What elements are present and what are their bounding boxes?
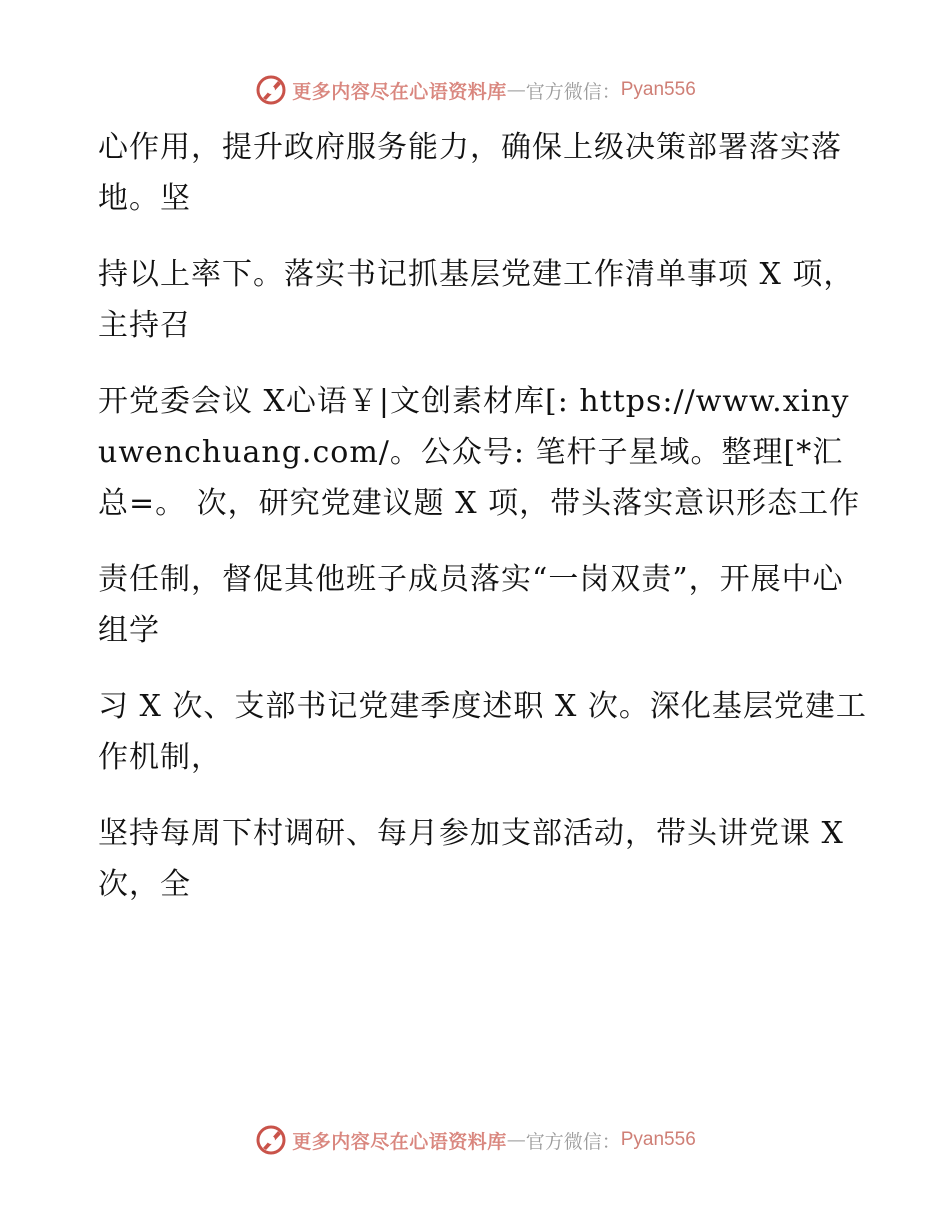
header-watermark	[0, 70, 950, 110]
document-body	[98, 122, 868, 935]
paragraph: 习 X 次、支部书记党建季度述职 X 次。深化基层党建工作机制，	[98, 689, 867, 775]
footer-watermark	[0, 1120, 950, 1160]
watermark-wechat-id: Pyan556	[620, 79, 696, 100]
watermark-text: 更多内容尽在心语资料库	[292, 1130, 507, 1153]
watermark-dash: —	[506, 1129, 526, 1151]
watermark-text: 更多内容尽在心语资料库	[292, 80, 507, 103]
watermark-wechat-label: 官方微信：	[525, 80, 621, 103]
paragraph: 持以上率下。落实书记抓基层党建工作清单事项 X 项，主持召	[98, 257, 855, 343]
pen-logo-icon	[254, 73, 288, 107]
pen-logo-icon	[254, 1123, 288, 1157]
watermark-wechat-id: Pyan556	[620, 1129, 696, 1150]
watermark-dash: —	[506, 79, 526, 101]
paragraph: 坚持每周下村调研、每月参加支部活动，带头讲党课 X 次，全	[98, 816, 844, 902]
watermark-wechat-label: 官方微信：	[525, 1130, 621, 1153]
paragraph: 责任制，督促其他班子成员落实“一岗双责”，开展中心组学	[98, 562, 844, 648]
paragraph: 开党委会议 X心语￥|文创素材库[: https://www.xinyuwenchuang.com/。公众号: 笔杆子星域。整理[*汇总=。 次，研究党建议题 X 项，带头落实意识形态工作	[98, 384, 861, 521]
paragraph: 心作用，提升政府服务能力，确保上级决策部署落实落地。坚	[98, 130, 842, 216]
